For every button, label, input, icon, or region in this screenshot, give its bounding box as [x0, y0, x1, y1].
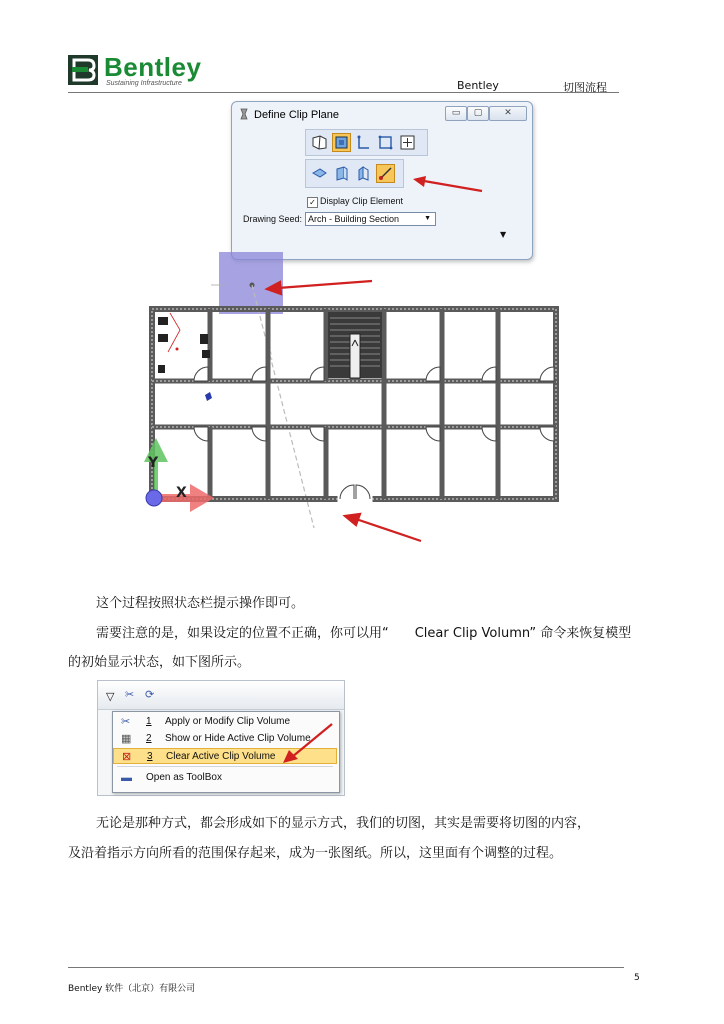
axis-y-label: Y — [148, 455, 159, 471]
menu-item-show-hide-clip-volume[interactable]: ▦ 2 Show or Hide Active Clip Volume — [121, 733, 311, 745]
top-view-icon[interactable] — [310, 164, 329, 183]
drawing-seed-value: Arch - Building Section — [308, 214, 400, 224]
paragraph-3-line-2: 及沿着指示方向所看的范围保存起来，成为一张图纸。所以，这里面有个调整的过程。 — [68, 846, 563, 861]
more-options-icon[interactable]: ▼ — [500, 230, 507, 239]
menu-item-open-as-toolbox[interactable]: ▬ Open as ToolBox — [121, 772, 222, 784]
menu-item-apply-clip-volume[interactable]: ✂ 1 Apply or Modify Clip Volume — [121, 716, 291, 728]
menu-item-clear-clip-volume[interactable]: ⊠ 3 Clear Active Clip Volume — [113, 748, 337, 764]
bentley-logo-icon — [68, 55, 98, 85]
show-hide-clip-icon: ▦ — [121, 733, 132, 745]
header-doc-title: 切图流程 — [563, 81, 607, 94]
dialog-arrow-annotation — [410, 175, 485, 195]
clip-move-icon[interactable] — [398, 133, 417, 152]
paragraph-2-line-2: 的初始显示状态，如下图所示。 — [68, 655, 251, 670]
display-clip-element-label: Display Clip Element — [320, 196, 404, 206]
clip-by-plane-icon[interactable] — [354, 133, 373, 152]
logo-text: Bentley — [104, 52, 202, 82]
header-divider — [68, 92, 619, 93]
clip-by-box-icon[interactable] — [332, 133, 351, 152]
clip-volume-menu-screenshot — [97, 680, 345, 796]
close-button[interactable]: ✕ — [489, 106, 527, 121]
drawing-seed-select[interactable] — [305, 212, 436, 226]
menu-arrow-annotation — [278, 721, 338, 766]
furniture — [158, 313, 212, 401]
custom-direction-icon[interactable] — [376, 164, 395, 183]
clip-by-element-icon[interactable] — [310, 133, 329, 152]
define-clip-plane-dialog[interactable] — [231, 101, 533, 260]
menu-toolbar — [98, 681, 344, 710]
front-view-icon[interactable] — [332, 164, 351, 183]
maximize-button[interactable]: ▢ — [467, 106, 489, 121]
logo-tagline: Sustaining Infrastructure — [106, 80, 182, 87]
clip-volume-icon: ✂ — [121, 716, 131, 728]
toolbox-icon: ▬ — [121, 772, 132, 784]
paragraph-2-line-1: 需要注意的是，如果设定的位置不正确，你可以用“ Clear Clip Volumn” 命令来恢复模型 — [96, 626, 632, 641]
clear-clip-icon: ⊠ — [122, 751, 132, 763]
footer-company: Bentley 软件（北京）有限公司 — [68, 984, 196, 994]
minimize-button[interactable]: ▭ — [445, 106, 467, 121]
view-refresh-icon[interactable]: ⟳ — [145, 688, 155, 701]
paragraph-3-line-1: 无论是那种方式，都会形成如下的显示方式，我们的切图，其实是需要将切图的内容， — [96, 816, 591, 831]
display-clip-element-checkbox[interactable]: ✓ — [307, 197, 318, 208]
menu-separator — [117, 766, 333, 767]
footer-divider — [68, 967, 624, 968]
filter-icon[interactable]: ▽ — [106, 690, 115, 703]
clip-orientation-toolbar — [305, 159, 404, 188]
clip-method-toolbar — [305, 129, 428, 156]
side-view-icon[interactable] — [354, 164, 373, 183]
chevron-down-icon: ▼ — [424, 215, 431, 222]
page-number: 5 — [634, 973, 640, 983]
stairwell — [328, 312, 382, 378]
clip-by-fence-icon[interactable] — [376, 133, 395, 152]
paragraph-1: 这个过程按照状态栏提示操作即可。 — [96, 596, 305, 611]
dialog-title: Define Clip Plane — [254, 109, 339, 121]
axis-x-label: X — [176, 485, 187, 501]
clip-volume-dropdown-icon[interactable]: ✂ — [125, 688, 135, 701]
drawing-seed-label: Drawing Seed: — [243, 214, 303, 224]
clip-tool-icon — [238, 108, 250, 120]
header-company: Bentley — [457, 79, 499, 92]
floor-plan-view[interactable] — [130, 250, 570, 550]
